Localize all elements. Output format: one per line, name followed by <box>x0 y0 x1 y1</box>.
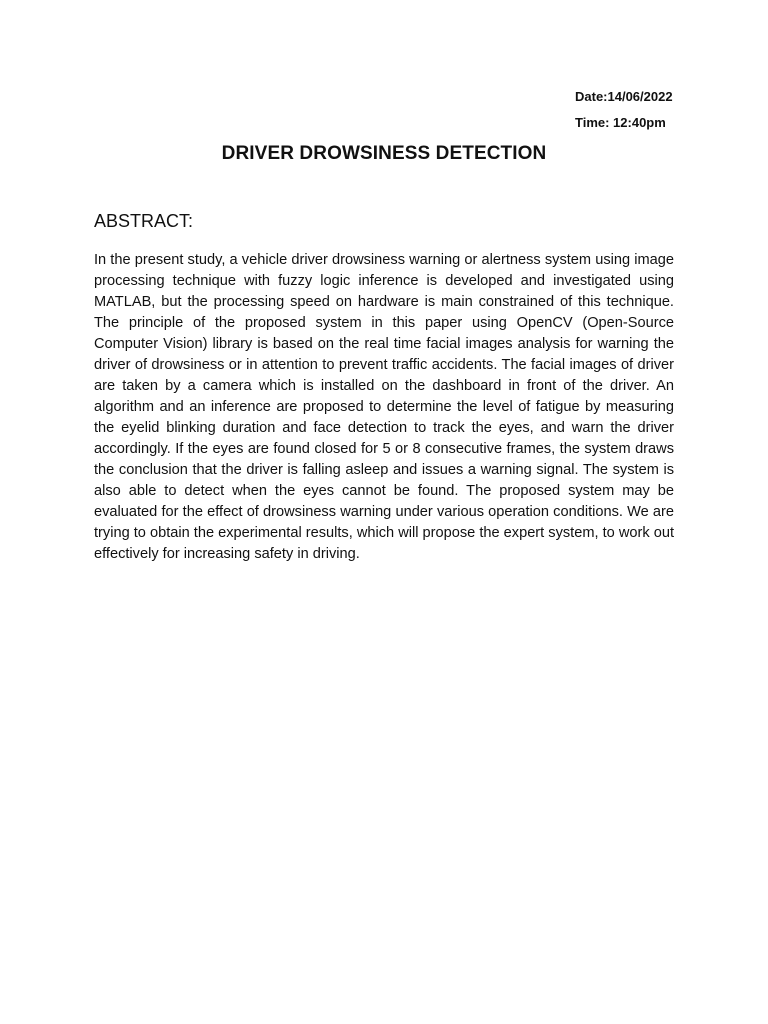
document-title: DRIVER DROWSINESS DETECTION <box>221 143 547 164</box>
abstract-paragraph: In the present study, a vehicle driver drowsiness warning or alertness system using image processing technique with fuzzy logic inference is developed and investigated using MATLAB, but the processing speed on hardware is main constrained of this technique. The principle of the proposed system in this paper using OpenCV (Open-Source Computer Vision) library is based on the real time facial images analysis for warning the driver of drowsiness or in attention to prevent traffic accidents. The facial images of driver are taken by a camera which is installed on the dashboard in front of the driver. An algorithm and an inference are proposed to determine the level of fatigue by measuring the eyelid blinking duration and face detection to track the eyes, and warn the driver accordingly. If the eyes are found closed for 5 or 8 consecutive frames, the system draws the conclusion that the driver is falling asleep and issues a warning signal. The system is also able to detect when the eyes cannot be found. The proposed system may be evaluated for the effect of drowsiness warning under various operation conditions. We are trying to obtain the experimental results, which will propose the expert system, to work out effectively for increasing safety in driving. <box>94 252 674 562</box>
abstract-heading: ABSTRACT: <box>94 211 194 231</box>
document-date: Date:14/06/2022 <box>575 89 673 104</box>
document-time: Time: 12:40pm <box>575 115 666 130</box>
